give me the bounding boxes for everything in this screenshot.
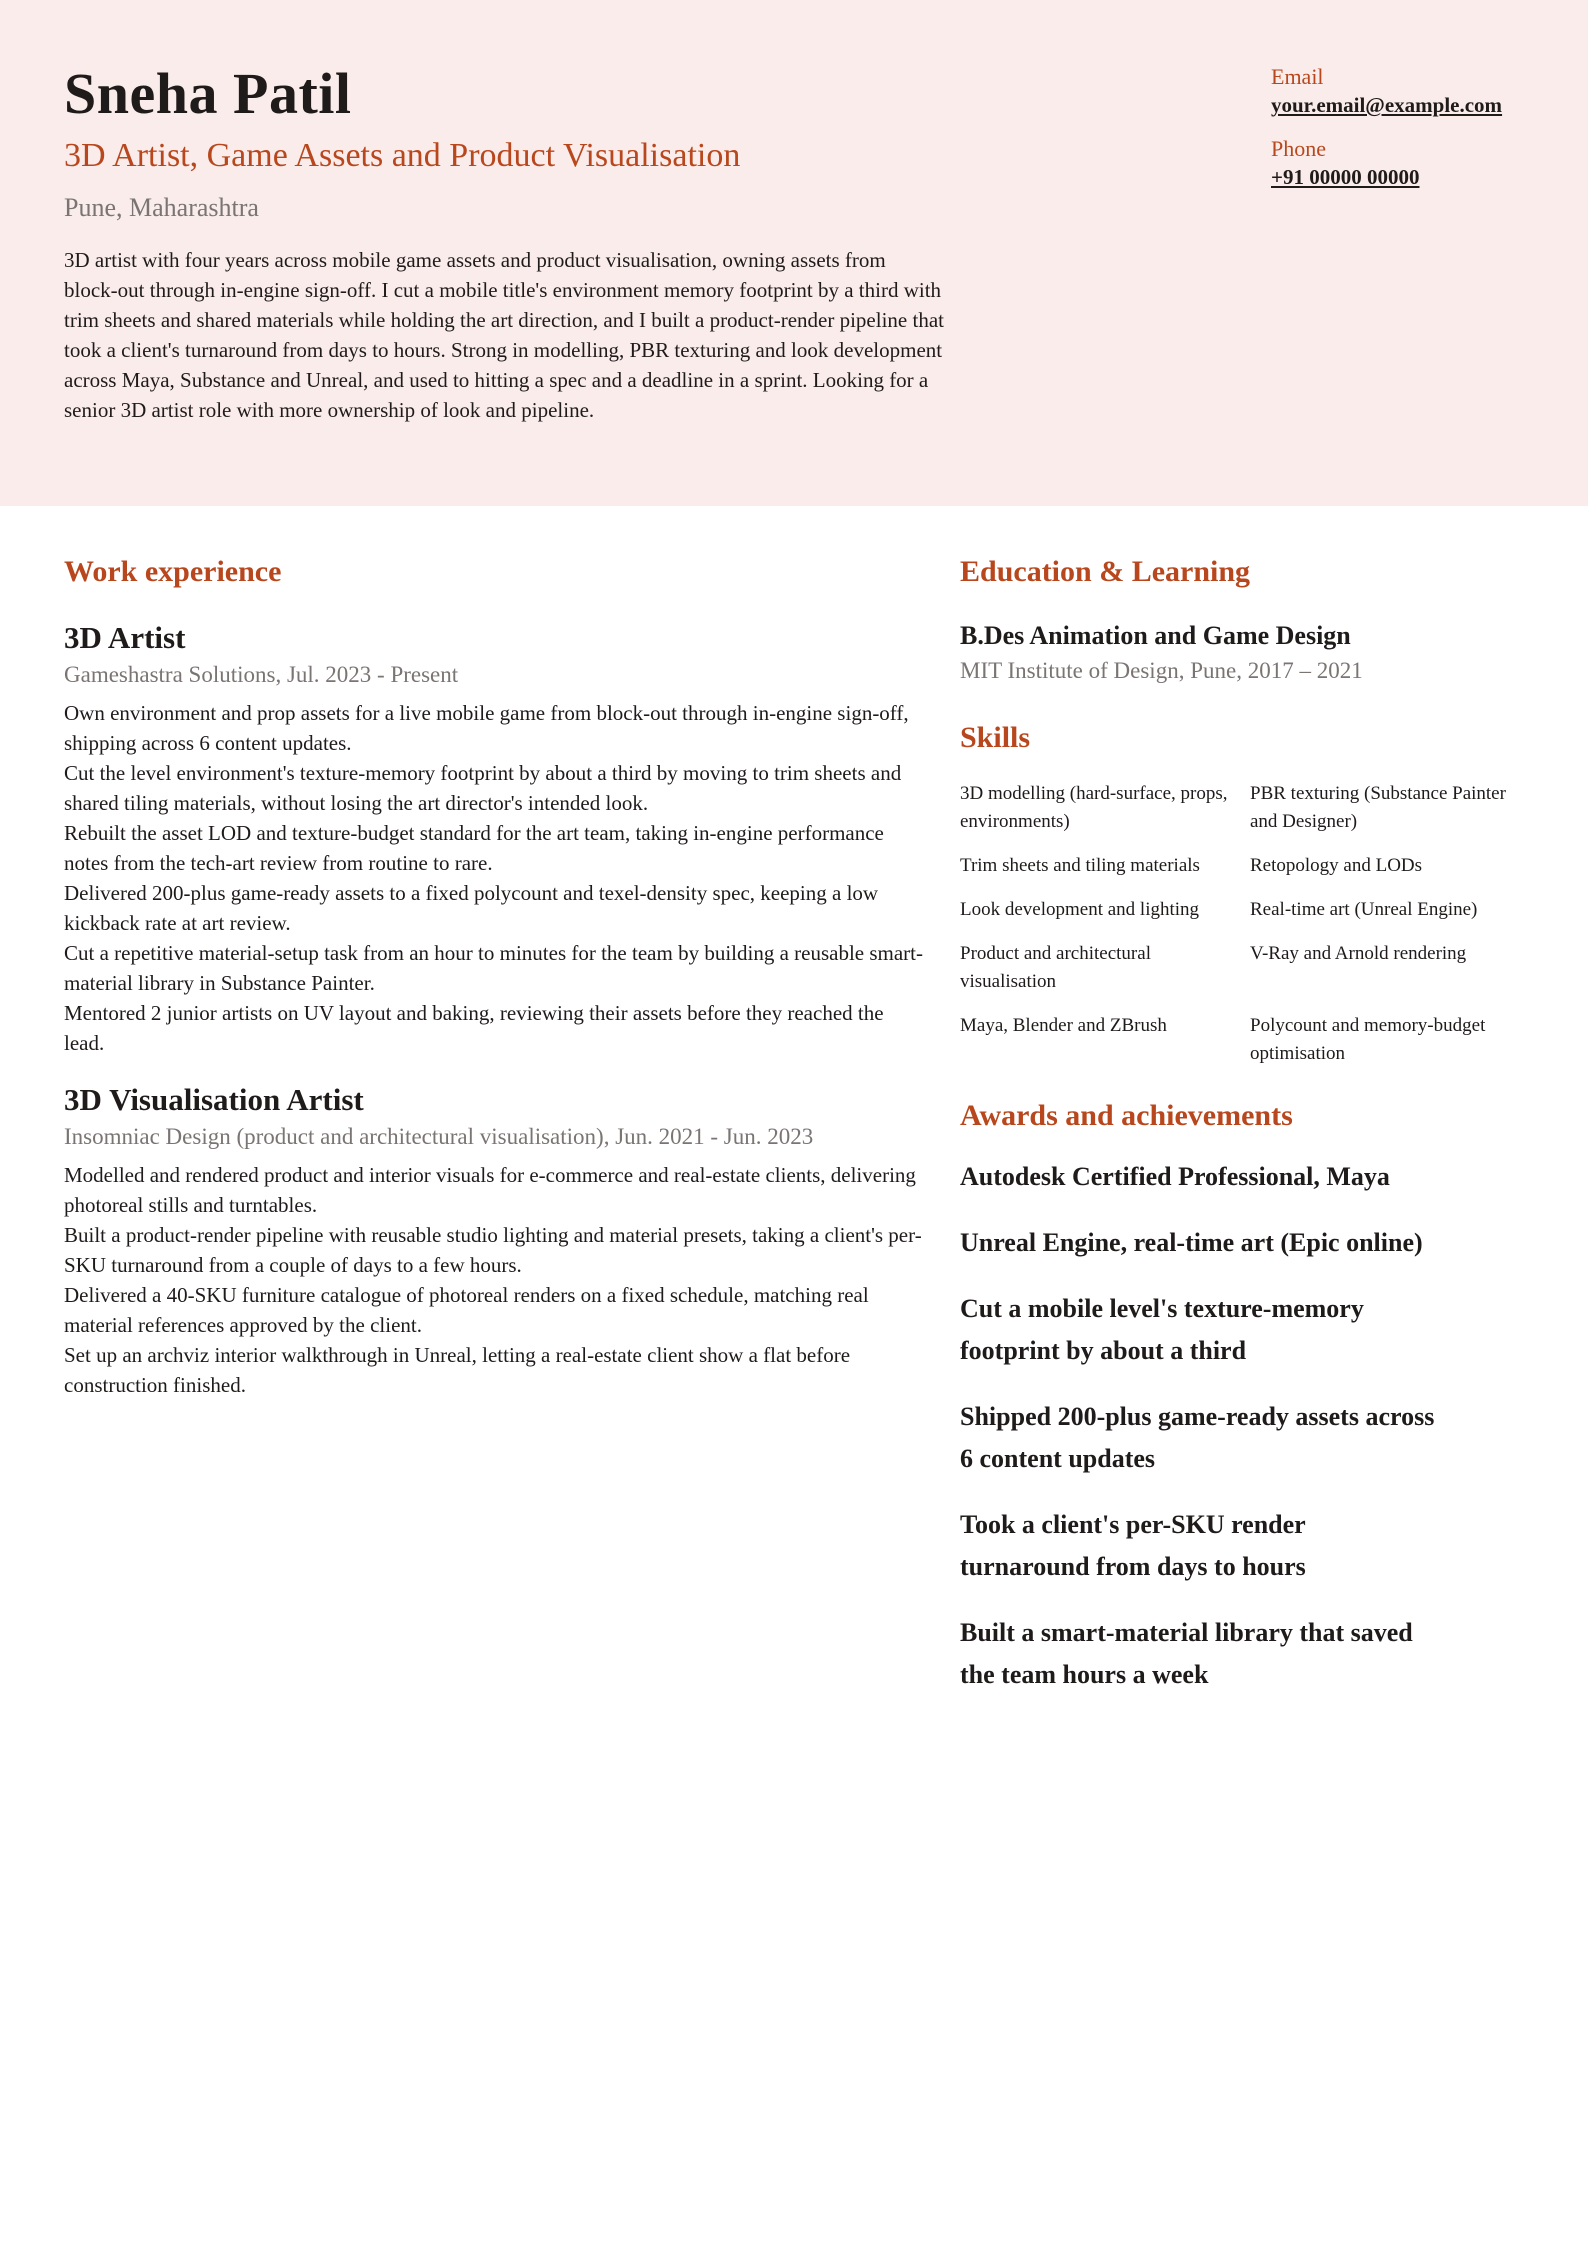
skill-item: Maya, Blender and ZBrush: [960, 1015, 1167, 1036]
job-entry: [64, 618, 924, 1058]
award-item: Took a client's per-SKU render turnaround from days to hours: [960, 1510, 1306, 1581]
job-bullet: Built a product-render pipeline with reusable studio lighting and material presets, taking a client's per-SKU turnaround from a couple of days to a few hours.: [64, 1223, 922, 1277]
skill-item: Polycount and memory-budget optimisation: [1250, 1015, 1486, 1064]
award-item: Unreal Engine, real-time art (Epic online): [960, 1228, 1423, 1257]
job-bullet: Mentored 2 junior artists on UV layout and baking, reviewing their assets before they reached the lead.: [64, 1001, 884, 1055]
skill-item: PBR texturing (Substance Painter and Designer): [1250, 783, 1506, 832]
education-degree: B.Des Animation and Game Design: [960, 621, 1351, 650]
education-title: Education & Learning: [960, 555, 1251, 588]
job-title: 3D Artist: [64, 620, 186, 655]
skill-item: V-Ray and Arnold rendering: [1250, 943, 1467, 964]
resume-header: [0, 0, 1588, 506]
award-item: Cut a mobile level's texture-memory footprint by about a third: [960, 1294, 1364, 1365]
job-bullet: Cut the level environment's texture-memory footprint by about a third by moving to trim sheets and shared tiling materials, without losing the art director's intended look.: [64, 761, 902, 815]
awards-list: [960, 1156, 1540, 1696]
skill-item: Real-time art (Unreal Engine): [1250, 899, 1478, 920]
profile-summary: 3D artist with four years across mobile game assets and product visualisation, owning assets from block-out through in-engine sign-off. I cut a mobile title's environment memory footprint by a third with trim sheets and shared materials while holding the art direction, and I built a product-render pipeline that took a client's turnaround from days to hours. Strong in modelling, PBR texturing and look development across Maya, Substance and Unreal, and used to hitting a spec and a deadline in a sprint. Looking for a senior 3D artist role with more ownership of look and pipeline.: [64, 248, 944, 422]
job-bullet: Delivered a 40-SKU furniture catalogue of photoreal renders on a fixed schedule, matching real material references approved by the client.: [64, 1283, 869, 1337]
job-bullets: [64, 698, 924, 1058]
sidebar-column: [960, 550, 1540, 1720]
phone-label: Phone: [1271, 136, 1326, 161]
phone-link[interactable]: +91 00000 00000: [1271, 165, 1420, 189]
skill-item: 3D modelling (hard-surface, props, environments): [960, 783, 1228, 832]
award-item: Built a smart-material library that saved the team hours a week: [960, 1618, 1413, 1689]
job-bullets: [64, 1160, 924, 1400]
work-experience-title: Work experience: [64, 555, 282, 588]
job-entry: [64, 1080, 924, 1400]
awards-title: Awards and achievements: [960, 1099, 1293, 1132]
skills-grid: [960, 780, 1540, 1068]
job-employer-dates: Gameshastra Solutions, Jul. 2023 - Present: [64, 662, 459, 687]
job-bullet: Cut a repetitive material-setup task from an hour to minutes for the team by building a reusable smart-material library in Substance Painter.: [64, 941, 924, 995]
skills-title: Skills: [960, 721, 1031, 754]
award-item: Shipped 200-plus game-ready assets across 6 content updates: [960, 1402, 1435, 1473]
skill-item: Retopology and LODs: [1250, 855, 1423, 876]
job-bullet: Modelled and rendered product and interior visuals for e-commerce and real-estate clients, delivering photoreal stills and turntables.: [64, 1163, 916, 1217]
job-employer-dates: Insomniac Design (product and architectural visualisation), Jun. 2021 - Jun. 2023: [64, 1124, 814, 1149]
contact-block: [1271, 63, 1571, 207]
candidate-location: Pune, Maharashtra: [64, 193, 259, 222]
education-institution: MIT Institute of Design, Pune, 2017 – 2021: [960, 658, 1363, 683]
job-bullet: Delivered 200-plus game-ready assets to a fixed polycount and texel-density spec, keeping a low kickback rate at art review.: [64, 881, 879, 935]
job-title: 3D Visualisation Artist: [64, 1082, 364, 1117]
candidate-role: 3D Artist, Game Assets and Product Visualisation: [64, 137, 741, 174]
skill-item: Look development and lighting: [960, 899, 1200, 920]
email-link[interactable]: your.email@example.com: [1271, 93, 1503, 117]
job-bullet: Own environment and prop assets for a live mobile game from block-out through in-engine sign-off, shipping across 6 content updates.: [64, 701, 909, 755]
skill-item: Trim sheets and tiling materials: [960, 855, 1200, 876]
work-experience-section: [64, 550, 924, 1400]
award-item: Autodesk Certified Professional, Maya: [960, 1162, 1390, 1191]
skill-item: Product and architectural visualisation: [960, 943, 1151, 992]
job-bullet: Set up an archviz interior walkthrough in Unreal, letting a real-estate client show a flat before construction finished.: [64, 1343, 851, 1397]
candidate-name: Sneha Patil: [64, 61, 352, 126]
job-bullet: Rebuilt the asset LOD and texture-budget standard for the art team, taking in-engine performance notes from the tech-art review from routine to rare.: [64, 821, 884, 875]
email-label: Email: [1271, 64, 1324, 89]
